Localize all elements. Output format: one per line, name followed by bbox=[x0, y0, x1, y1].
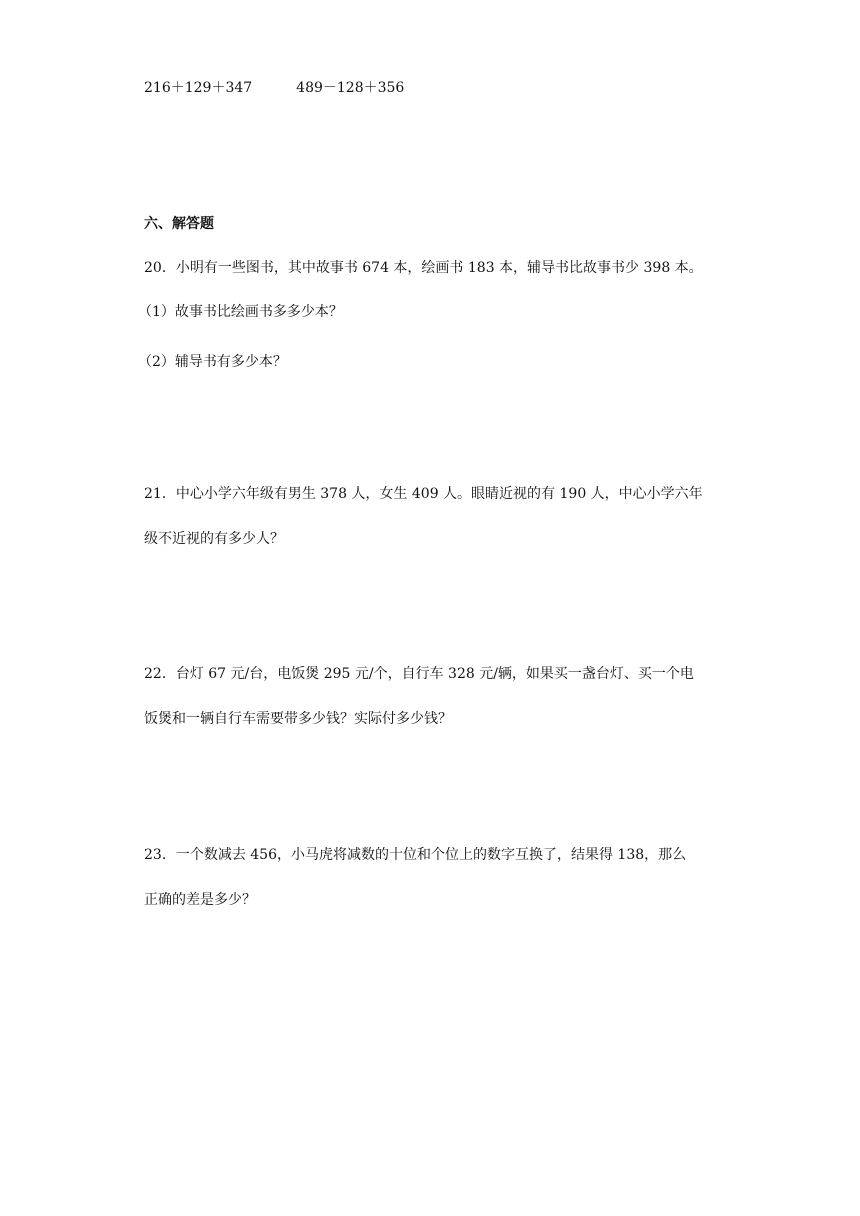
question-22-line-1: 22．台灯 67 元/台，电饭煲 295 元/个，自行车 328 元/辆，如果买一盏台灯、买一个电 bbox=[144, 666, 694, 682]
question-20-sub-2: （2）辅导书有多少本？ bbox=[138, 354, 287, 370]
question-20-text: 20．小明有一些图书，其中故事书 674 本，绘画书 183 本，辅导书比故事书少 398 本。 bbox=[144, 260, 703, 276]
question-23-line-2: 正确的差是多少？ bbox=[144, 892, 256, 908]
question-20-sub-1: （1）故事书比绘画书多多少本？ bbox=[138, 304, 343, 320]
question-23-line-1: 23．一个数减去 456，小马虎将减数的十位和个位上的数字互换了，结果得 138，那么 bbox=[144, 847, 687, 863]
expression-1: 216＋129＋347 bbox=[144, 80, 253, 96]
calculation-expressions-row bbox=[144, 78, 448, 98]
question-22-line-2: 饭煲和一辆自行车需要带多少钱？实际付多少钱？ bbox=[144, 711, 452, 727]
question-21-line-2: 级不近视的有多少人？ bbox=[144, 531, 284, 547]
section-title: 六、解答题 bbox=[144, 216, 214, 232]
question-21-line-1: 21．中心小学六年级有男生 378 人，女生 409 人。眼睛近视的有 190 人，中心小学六年 bbox=[144, 486, 703, 502]
expression-2: 489－128＋356 bbox=[296, 80, 405, 96]
